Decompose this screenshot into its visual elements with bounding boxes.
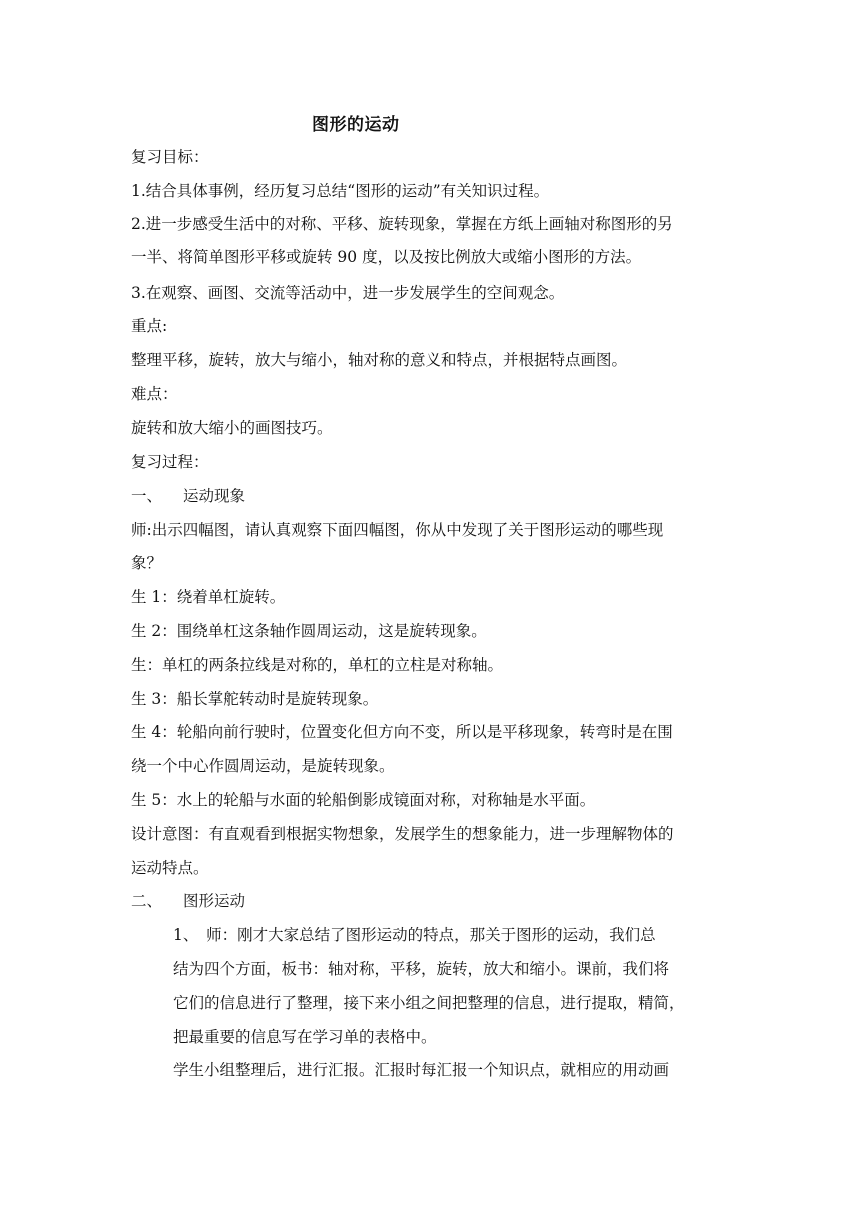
text-line: 重点: — [131, 317, 168, 335]
section-label: 运动现象 — [183, 487, 246, 505]
document-title: 图形的运动 — [312, 115, 400, 135]
text-line: 生 5：水上的轮船与水面的轮船倒影成镜面对称，对称轴是水平面。 — [131, 791, 596, 809]
text-line: 生 1：绕着单杠旋转。 — [131, 588, 286, 606]
text-line: 把最重要的信息写在学习单的表格中。 — [173, 1028, 437, 1046]
text-line: 生 2：围绕单杠这条轴作圆周运动，这是旋转现象。 — [131, 622, 487, 640]
section-label: 图形运动 — [183, 892, 246, 910]
text-line: 生 3：船长掌舵转动时是旋转现象。 — [131, 690, 379, 708]
text-line: 复习过程： — [131, 453, 209, 471]
text-line: 结为四个方面，板书：轴对称，平移，旋转，放大和缩小。课前，我们将 — [173, 960, 670, 978]
section-number: 一、 — [131, 487, 163, 505]
text-line: 旋转和放大缩小的画图技巧。 — [131, 419, 333, 437]
text-line: 生 4：轮船向前行驶时，位置变化但方向不变，所以是平移现象，转弯时是在围 — [131, 723, 673, 741]
text-line: 一半、将简单图形平移或旋转 90 度，以及按比例放大或缩小图形的方法。 — [131, 248, 642, 266]
text-line: 复习目标： — [131, 148, 209, 166]
text-line: 生：单杠的两条拉线是对称的，单杠的立柱是对称轴。 — [131, 656, 504, 674]
text-line: 3.在观察、画图、交流等活动中，进一步发展学生的空间观念。 — [131, 284, 565, 302]
text-line: 师:出示四幅图，请认真观察下面四幅图，你从中发现了关于图形运动的哪些现 — [131, 521, 664, 539]
text-line: 它们的信息进行了整理，接下来小组之间把整理的信息，进行提取，精简， — [173, 994, 685, 1012]
text-line: 难点： — [131, 385, 178, 403]
text-line: 运动特点。 — [131, 859, 209, 877]
text-line: 学生小组整理后，进行汇报。汇报时每汇报一个知识点，就相应的用动画 — [173, 1061, 670, 1079]
text-line: 象？ — [131, 554, 163, 572]
text-line: 2.进一步感受生活中的对称、平移、旋转现象，掌握在方纸上画轴对称图形的另 — [131, 215, 673, 233]
section-heading-2 — [131, 891, 245, 911]
section-number: 二、 — [131, 892, 163, 910]
text-line: 整理平移，旋转，放大与缩小，轴对称的意义和特点，并根据特点画图。 — [131, 351, 628, 369]
text-line: 1.结合具体事例，经历复习总结“图形的运动”有关知识过程。 — [131, 182, 550, 200]
text-line: 绕一个中心作圆周运动，是旋转现象。 — [131, 757, 395, 775]
text-line: 1、 师：刚才大家总结了图形运动的特点，那关于图形的运动，我们总 — [173, 926, 656, 944]
section-heading-1 — [131, 486, 245, 506]
text-line: 设计意图：有直观看到根据实物想象，发展学生的想象能力，进一步理解物体的 — [131, 825, 674, 843]
